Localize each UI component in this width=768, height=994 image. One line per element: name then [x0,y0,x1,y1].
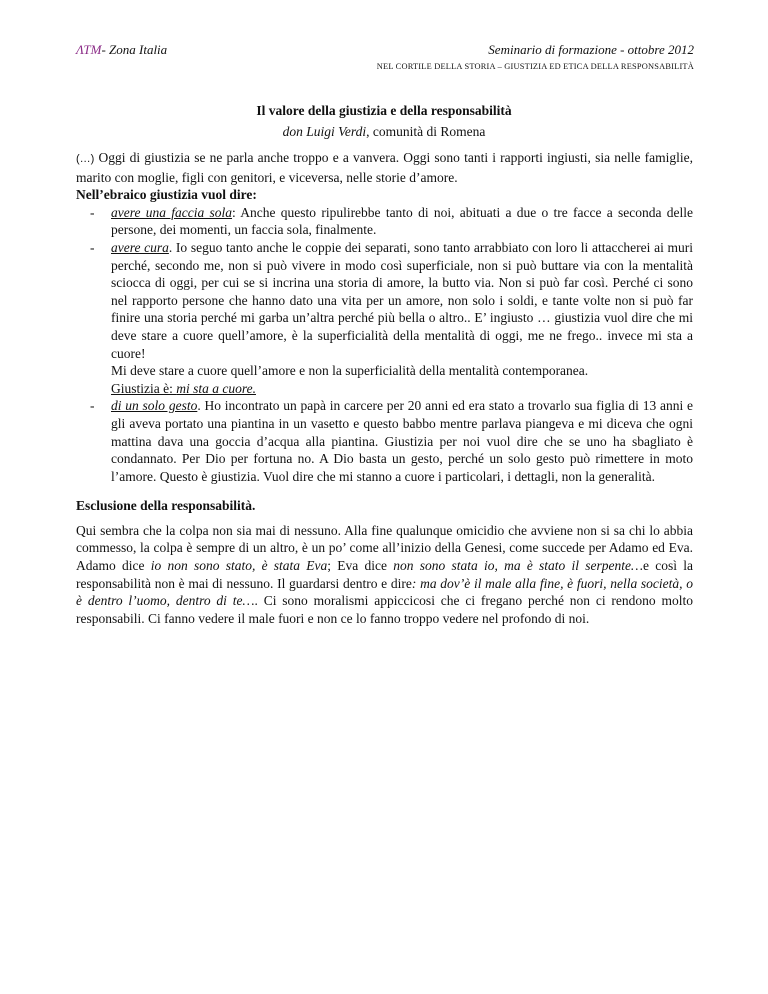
meaning-list [76,204,693,486]
list-item-extra-line: Mi deve stare a cuore quell’amore e non la superficialità della mentalità contemporanea. [111,363,589,379]
header-seminar-title: Seminario di formazione - ottobre 2012 [488,42,694,57]
header-left [76,42,167,58]
list-item-final-line [111,380,693,398]
document-body [76,149,693,627]
list-item-term: avere cura [111,239,169,255]
intro-ellipsis: (…) [76,153,95,165]
list-item [76,397,693,485]
section2-text-2: ; Eva dice [327,558,394,574]
section2-quote-3: : ma dov’è il male alla fine, è fuori, nella società, o è dentro l’uomo, dentro di te… [76,575,693,609]
list-item-text: . Io seguo tanto anche le coppie dei separati, sono tanto arrabbiato con loro li attaccherei ai muri perché, secondo me, non si può vivere in modo così superficiale, non si può buttare via con la mentalità sciocca di oggi, per cui se si incrina una storia di amore, la butto via. Non si può far così. Perché ci sono nel rapporto persone che hanno dato una vita per un amore, non solo i soldi, e tante volte non si può far finire una storia perché mi garba un’altra perché più bella o altro.. E’ ingiusto … giustizia vuol dire che mi deve stare a cuore quell’amore, è la superficialità della mentalità di oggi, me ne frego.. invece mi sta a cuore! [111,239,693,361]
section2-quote-1: io non sono stato, è stata Eva [150,558,328,574]
list-item-term: avere una faccia sola [111,204,233,220]
organization-logo: ΛΤΜ [76,42,102,57]
intro-text: Oggi di giustizia se ne parla anche troppo e a vanvera. Oggi sono tanti i rapporti ingiusti, sia nelle famiglie, marito con moglie, figli con genitori, e viceversa, nelle storie d’amore. [76,150,693,185]
final-term: mi sta a cuore. [176,380,256,396]
list-item [76,239,693,397]
section2-text-1: Qui sembra che la colpa non sia mai di nessuno. Alla fine qualunque omicidio che avviene non si sa chi lo abbia commesso, la colpa è sempre di un altro, è un po’ come all’inizio della Genesi, come succede per Adamo ed Eva. Adamo dice [76,522,693,574]
author-name: don Luigi Verdi [282,124,367,139]
section2-text-3: e così la responsabilità non è mai di nessuno. Il guardarsi dentro e dire [76,558,693,591]
section2-text-4: . Ci sono moralismi appiccicosi che ci fregano perché non ci rendono molto responsabili. Ci fanno vedere il male fuori e non ce lo fanno troppo vedere nel profondo di noi. [76,593,693,626]
list-item-text: : Anche questo ripulirebbe tanto di noi, abituati a due o tre facce a seconda delle persone, dei momenti, un faccia sola, finalmente. [111,204,694,238]
author-affiliation: , comunità di Romena [366,124,486,139]
list-item [76,204,693,239]
header-subtitle: NEL CORTILE DELLA STORIA – GIUSTIZIA ED ETICA DELLA RESPONSABILITÀ [376,62,694,71]
section2-paragraph [76,522,693,628]
section2-heading: Esclusione della responsabilità. [76,498,256,514]
header-left-text: - Zona Italia [101,42,168,57]
document-title: Il valore della giustizia e della responsabilità [256,103,512,118]
intro-paragraph [76,149,693,186]
list-item-term: di un solo gesto [111,398,198,414]
section-heading: Nell’ebraico giustizia vuol dire: [76,187,257,203]
list-item-text: . Ho incontrato un papà in carcere per 20 anni ed era stato a trovarlo sua figlia di 13 anni e gli aveva portato una piantina in un vasetto e questo babbo mentre parlava piangeva e mi diceva che ogni mattina dava una goccia d’acqua alla piantina. Giustizia per noi vuol dire che se uno ha sbagliato è condannato. Per Dio per fortuna no. A Dio basta un gesto, perché un solo gesto può rimettere in moto l’amore. Questo è giustizia. Vuol dire che mi stanno a cuore i particolari, i dettagli, non la generalità. [111,398,693,484]
final-prefix: Giustizia è: [111,380,177,396]
section2-quote-2: non sono stata io, ma è stato il serpente… [393,558,644,574]
document-author-line [0,124,768,140]
